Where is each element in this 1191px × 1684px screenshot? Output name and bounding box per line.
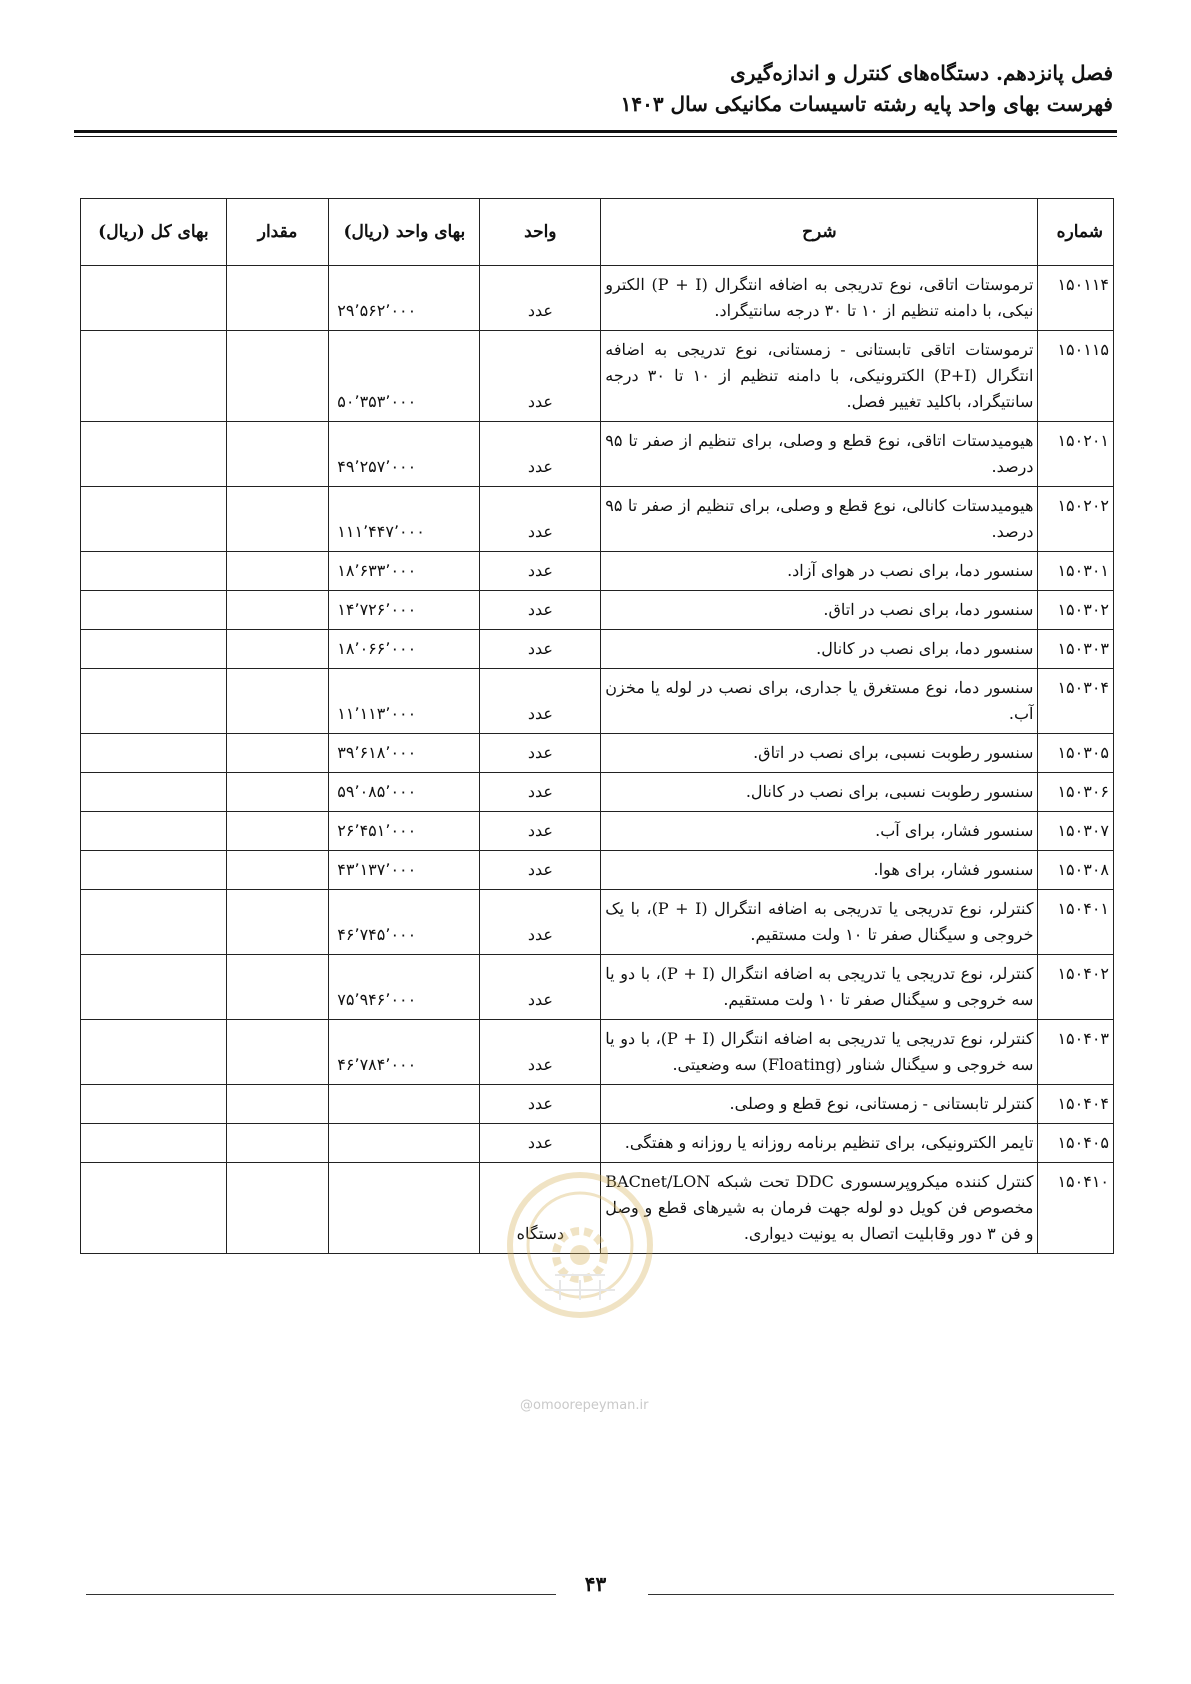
row-unit: عدد xyxy=(480,773,601,812)
row-number: ۱۵۰۳۰۴ xyxy=(1038,669,1114,734)
row-unit: عدد xyxy=(480,591,601,630)
row-quantity xyxy=(226,422,329,487)
row-unit: عدد xyxy=(480,734,601,773)
row-unit: عدد xyxy=(480,669,601,734)
header-description: شرح xyxy=(601,199,1038,266)
row-unit-price xyxy=(329,1085,480,1124)
row-unit-price: ۴۳٬۱۳۷٬۰۰۰ xyxy=(329,851,480,890)
row-total-price xyxy=(81,1163,227,1254)
header-unit-price: بهای واحد (ریال) xyxy=(329,199,480,266)
row-unit-price: ۴۹٬۲۵۷٬۰۰۰ xyxy=(329,422,480,487)
row-description: ترموستات اتاقی، نوع تدریجی به اضافه انتگرال (P + I) الکترو نیکی، با دامنه تنظیم از ۱۰ تا ۳۰ درجه سانتیگراد. xyxy=(601,266,1038,331)
row-quantity xyxy=(226,487,329,552)
table-row xyxy=(81,630,1114,669)
row-unit: عدد xyxy=(480,552,601,591)
row-number: ۱۵۰۱۱۵ xyxy=(1038,331,1114,422)
row-number: ۱۵۰۳۰۶ xyxy=(1038,773,1114,812)
table-row xyxy=(81,812,1114,851)
row-unit-price xyxy=(329,1124,480,1163)
row-unit: عدد xyxy=(480,1124,601,1163)
row-total-price xyxy=(81,890,227,955)
table-row xyxy=(81,955,1114,1020)
row-unit-price: ۱۱٬۱۱۳٬۰۰۰ xyxy=(329,669,480,734)
table-row xyxy=(81,1124,1114,1163)
row-unit: عدد xyxy=(480,812,601,851)
row-description: کنترلر، نوع تدریجی یا تدریجی به اضافه انتگرال (P + I)، با یک خروجی و سیگنال صفر تا ۱۰ ولت مستقیم. xyxy=(601,890,1038,955)
row-unit-price: ۷۵٬۹۴۶٬۰۰۰ xyxy=(329,955,480,1020)
row-unit: عدد xyxy=(480,1020,601,1085)
row-total-price xyxy=(81,851,227,890)
row-unit-price: ۲۶٬۴۵۱٬۰۰۰ xyxy=(329,812,480,851)
row-number: ۱۵۰۴۰۱ xyxy=(1038,890,1114,955)
header-quantity: مقدار xyxy=(226,199,329,266)
row-total-price xyxy=(81,331,227,422)
row-description: هیومیدستات کانالی، نوع قطع و وصلی، برای تنظیم از صفر تا ۹۵ درصد. xyxy=(601,487,1038,552)
row-unit-price: ۴۶٬۷۸۴٬۰۰۰ xyxy=(329,1020,480,1085)
row-total-price xyxy=(81,955,227,1020)
row-quantity xyxy=(226,890,329,955)
row-quantity xyxy=(226,773,329,812)
row-quantity xyxy=(226,591,329,630)
row-quantity xyxy=(226,630,329,669)
row-total-price xyxy=(81,734,227,773)
table-row xyxy=(81,734,1114,773)
row-total-price xyxy=(81,591,227,630)
row-unit-price: ۳۹٬۶۱۸٬۰۰۰ xyxy=(329,734,480,773)
row-unit-price: ۲۹٬۵۶۲٬۰۰۰ xyxy=(329,266,480,331)
table-row xyxy=(81,266,1114,331)
header-rule-thick xyxy=(74,130,1117,133)
row-total-price xyxy=(81,773,227,812)
row-number: ۱۵۰۳۰۷ xyxy=(1038,812,1114,851)
row-unit-price xyxy=(329,1163,480,1254)
row-unit-price: ۱۴٬۷۲۶٬۰۰۰ xyxy=(329,591,480,630)
row-number: ۱۵۰۳۰۵ xyxy=(1038,734,1114,773)
row-unit-price: ۵۰٬۳۵۳٬۰۰۰ xyxy=(329,331,480,422)
row-number: ۱۵۰۲۰۱ xyxy=(1038,422,1114,487)
row-total-price xyxy=(81,1124,227,1163)
row-description: کنترل کننده میکروپرسسوری DDC تحت شبکه BACnet/LON مخصوص فن کویل دو لوله جهت فرمان به شیرهای قطع و وصل و فن ۳ دور وقابلیت اتصال به یونیت دیواری. xyxy=(601,1163,1038,1254)
table-row xyxy=(81,1020,1114,1085)
row-description: سنسور فشار، برای هوا. xyxy=(601,851,1038,890)
page-header xyxy=(78,58,1113,120)
row-quantity xyxy=(226,266,329,331)
table-row xyxy=(81,773,1114,812)
row-total-price xyxy=(81,1085,227,1124)
row-unit-price: ۱۱۱٬۴۴۷٬۰۰۰ xyxy=(329,487,480,552)
row-quantity xyxy=(226,1085,329,1124)
row-description: تایمر الکترونیکی، برای تنظیم برنامه روزانه یا روزانه و هفتگی. xyxy=(601,1124,1038,1163)
table-row xyxy=(81,422,1114,487)
row-number: ۱۵۰۴۰۴ xyxy=(1038,1085,1114,1124)
table-header-row xyxy=(81,199,1114,266)
list-title: فهرست بهای واحد پایه رشته تاسیسات مکانیکی سال ۱۴۰۳ xyxy=(620,92,1113,116)
table-row xyxy=(81,851,1114,890)
row-unit-price: ۱۸٬۶۳۳٬۰۰۰ xyxy=(329,552,480,591)
row-total-price xyxy=(81,630,227,669)
watermark-url: @omoorepeyman.ir xyxy=(520,1398,649,1413)
row-description: هیومیدستات اتاقی، نوع قطع و وصلی، برای تنظیم از صفر تا ۹۵ درصد. xyxy=(601,422,1038,487)
row-total-price xyxy=(81,552,227,591)
row-quantity xyxy=(226,734,329,773)
row-description: کنترلر، نوع تدریجی یا تدریجی به اضافه انتگرال (P + I)، با دو یا سه خروجی و سیگنال صفر تا ۱۰ ولت مستقیم. xyxy=(601,955,1038,1020)
row-number: ۱۵۰۴۰۳ xyxy=(1038,1020,1114,1085)
row-description: سنسور دما، برای نصب در کانال. xyxy=(601,630,1038,669)
row-number: ۱۵۰۳۰۲ xyxy=(1038,591,1114,630)
row-unit: عدد xyxy=(480,630,601,669)
header-number: شماره xyxy=(1038,199,1114,266)
row-unit: عدد xyxy=(480,851,601,890)
header-rule-thin xyxy=(74,136,1117,137)
row-unit-price: ۱۸٬۰۶۶٬۰۰۰ xyxy=(329,630,480,669)
row-unit: عدد xyxy=(480,890,601,955)
row-number: ۱۵۰۱۱۴ xyxy=(1038,266,1114,331)
row-description: سنسور رطوبت نسبی، برای نصب در کانال. xyxy=(601,773,1038,812)
table-row xyxy=(81,1085,1114,1124)
table-row xyxy=(81,1163,1114,1254)
row-description: کنترلر، نوع تدریجی یا تدریجی به اضافه انتگرال (P + I)، با دو یا سه خروجی و سیگنال شناور (Floating) سه وضعیتی. xyxy=(601,1020,1038,1085)
row-description: سنسور دما، برای نصب در هوای آزاد. xyxy=(601,552,1038,591)
row-number: ۱۵۰۳۰۳ xyxy=(1038,630,1114,669)
row-quantity xyxy=(226,851,329,890)
row-number: ۱۵۰۳۰۱ xyxy=(1038,552,1114,591)
row-number: ۱۵۰۲۰۲ xyxy=(1038,487,1114,552)
row-unit: عدد xyxy=(480,266,601,331)
row-quantity xyxy=(226,331,329,422)
page-number: ۴۳ xyxy=(584,1572,607,1596)
row-number: ۱۵۰۴۰۲ xyxy=(1038,955,1114,1020)
row-quantity xyxy=(226,812,329,851)
row-total-price xyxy=(81,422,227,487)
price-table xyxy=(80,198,1114,1254)
row-quantity xyxy=(226,552,329,591)
row-number: ۱۵۰۴۱۰ xyxy=(1038,1163,1114,1254)
table-row xyxy=(81,890,1114,955)
row-unit: دستگاه xyxy=(480,1163,601,1254)
row-total-price xyxy=(81,266,227,331)
row-unit: عدد xyxy=(480,955,601,1020)
row-unit: عدد xyxy=(480,1085,601,1124)
row-description: ترموستات اتاقی تابستانی - زمستانی، نوع تدریجی به اضافه انتگرال (P+I) الکترونیکی، با دامنه تنظیم از ۱۰ تا ۳۰ درجه سانتیگراد، باکلید تغییر فصل. xyxy=(601,331,1038,422)
row-unit: عدد xyxy=(480,422,601,487)
row-unit: عدد xyxy=(480,331,601,422)
row-total-price xyxy=(81,669,227,734)
header-unit: واحد xyxy=(480,199,601,266)
table-row xyxy=(81,331,1114,422)
row-description: کنترلر تابستانی - زمستانی، نوع قطع و وصلی. xyxy=(601,1085,1038,1124)
row-unit-price: ۴۶٬۷۴۵٬۰۰۰ xyxy=(329,890,480,955)
row-total-price xyxy=(81,487,227,552)
table-row xyxy=(81,552,1114,591)
row-unit-price: ۵۹٬۰۸۵٬۰۰۰ xyxy=(329,773,480,812)
row-quantity xyxy=(226,1020,329,1085)
row-quantity xyxy=(226,1163,329,1254)
header-total-price: بهای کل (ریال) xyxy=(81,199,227,266)
row-total-price xyxy=(81,1020,227,1085)
row-quantity xyxy=(226,1124,329,1163)
row-quantity xyxy=(226,669,329,734)
table-row xyxy=(81,487,1114,552)
row-description: سنسور رطوبت نسبی، برای نصب در اتاق. xyxy=(601,734,1038,773)
row-description: سنسور فشار، برای آب. xyxy=(601,812,1038,851)
chapter-title: فصل پانزدهم. دستگاه‌های کنترل و اندازه‌گیری xyxy=(730,61,1113,85)
row-number: ۱۵۰۳۰۸ xyxy=(1038,851,1114,890)
row-description: سنسور دما، نوع مستغرق یا جداری، برای نصب در لوله یا مخزن آب. xyxy=(601,669,1038,734)
row-description: سنسور دما، برای نصب در اتاق. xyxy=(601,591,1038,630)
row-number: ۱۵۰۴۰۵ xyxy=(1038,1124,1114,1163)
table-row xyxy=(81,669,1114,734)
table-row xyxy=(81,591,1114,630)
row-quantity xyxy=(226,955,329,1020)
table-body xyxy=(81,266,1114,1254)
row-total-price xyxy=(81,812,227,851)
row-unit: عدد xyxy=(480,487,601,552)
